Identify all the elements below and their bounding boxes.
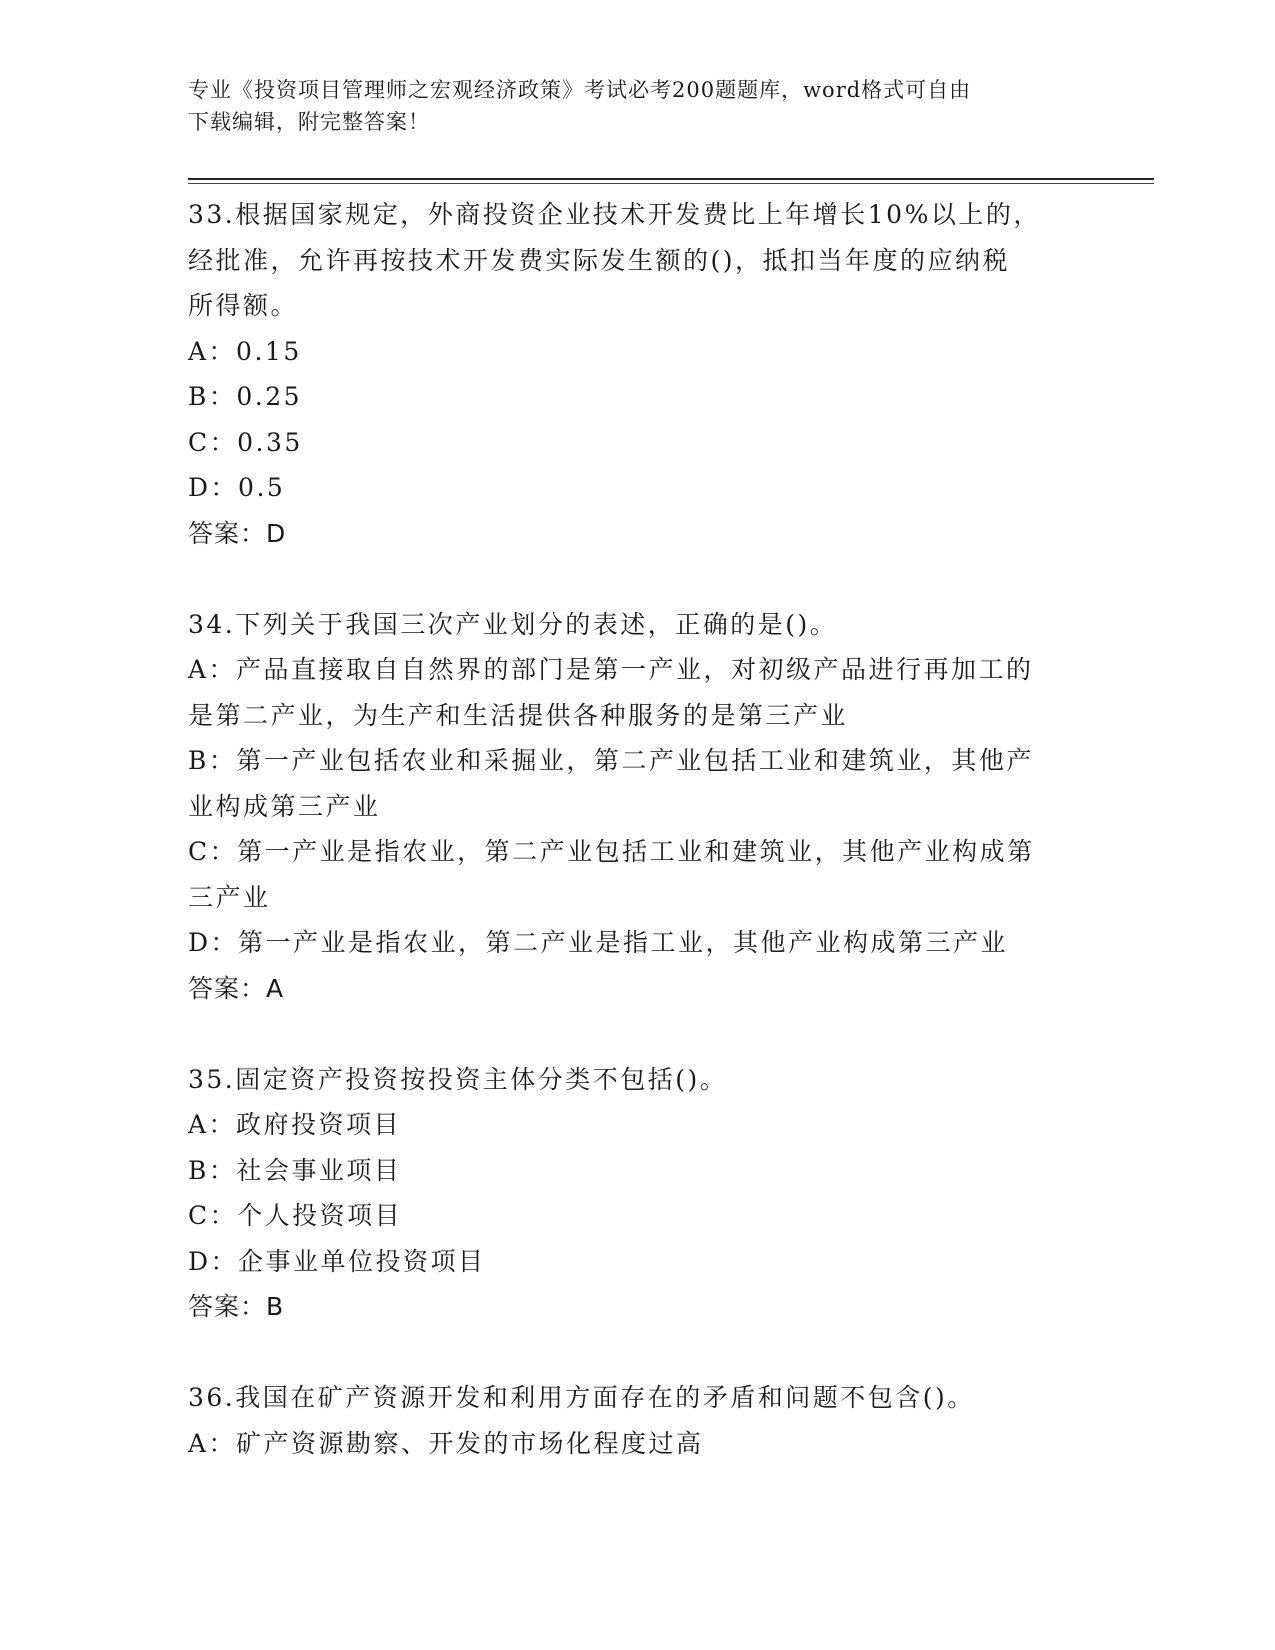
option-d: D：第一产业是指农业，第二产业是指工业，其他产业构成第三产业	[188, 928, 1009, 957]
option-b: B：社会事业项目	[188, 1155, 402, 1185]
question-spacer	[188, 1011, 1068, 1057]
option-a: A：政府投资项目	[188, 1110, 402, 1139]
question-spacer	[188, 1330, 1068, 1376]
question-stem-line: 33.根据国家规定，外商投资企业技术开发费比上年增长10%以上的，	[188, 200, 1041, 229]
answer-line: 答案：D	[188, 518, 287, 548]
answer-line: 答案：A	[188, 973, 285, 1003]
option-d: D：企事业单位投资项目	[188, 1246, 486, 1276]
option-c: C：第一产业是指农业，第二产业包括工业和建筑业，其他产业构成第	[188, 837, 1035, 866]
document-header	[188, 74, 1088, 138]
option-c-continuation: 三产业	[188, 882, 271, 912]
header-line-1: 专业《投资项目管理师之宏观经济政策》考试必考200题题库，word格式可自由	[188, 78, 972, 102]
header-rule-thin	[188, 183, 1154, 184]
question-stem-line: 36.我国在矿产资源开发和利用方面存在的矛盾和问题不包含()。	[188, 1383, 975, 1412]
question-stem-line: 所得额。	[188, 291, 299, 320]
question-block	[188, 192, 1068, 556]
option-c: C：0.35	[188, 427, 303, 457]
option-a-continuation: 是第二产业，为生产和生活提供各种服务的是第三产业	[188, 700, 849, 730]
question-list	[188, 192, 1068, 1466]
question-spacer	[188, 556, 1068, 602]
question-stem-line: 35.固定资产投资按投资主体分类不包括()。	[188, 1064, 728, 1094]
option-b: B：0.25	[188, 382, 303, 411]
answer-line: 答案：B	[188, 1292, 285, 1321]
header-rule-thick	[188, 178, 1154, 180]
question-stem-line: 34.下列关于我国三次产业划分的表述，正确的是()。	[188, 609, 838, 639]
option-b: B：第一产业包括农业和采掘业，第二产业包括工业和建筑业，其他产	[188, 746, 1034, 775]
option-b-continuation: 业构成第三产业	[188, 791, 381, 821]
question-block	[188, 602, 1068, 1012]
option-d: D：0.5	[188, 473, 286, 502]
question-block	[188, 1057, 1068, 1330]
question-stem-line: 经批准，允许再按技术开发费实际发生额的()，抵扣当年度的应纳税	[188, 245, 1011, 275]
option-a: A：0.15	[188, 336, 302, 366]
question-block	[188, 1375, 1068, 1466]
option-a: A：产品直接取自自然界的部门是第一产业，对初级产品进行再加工的	[188, 655, 1034, 684]
option-c: C：个人投资项目	[188, 1201, 403, 1230]
option-a: A：矿产资源勘察、开发的市场化程度过高	[188, 1428, 704, 1458]
header-line-2: 下载编辑，附完整答案！	[188, 110, 430, 134]
